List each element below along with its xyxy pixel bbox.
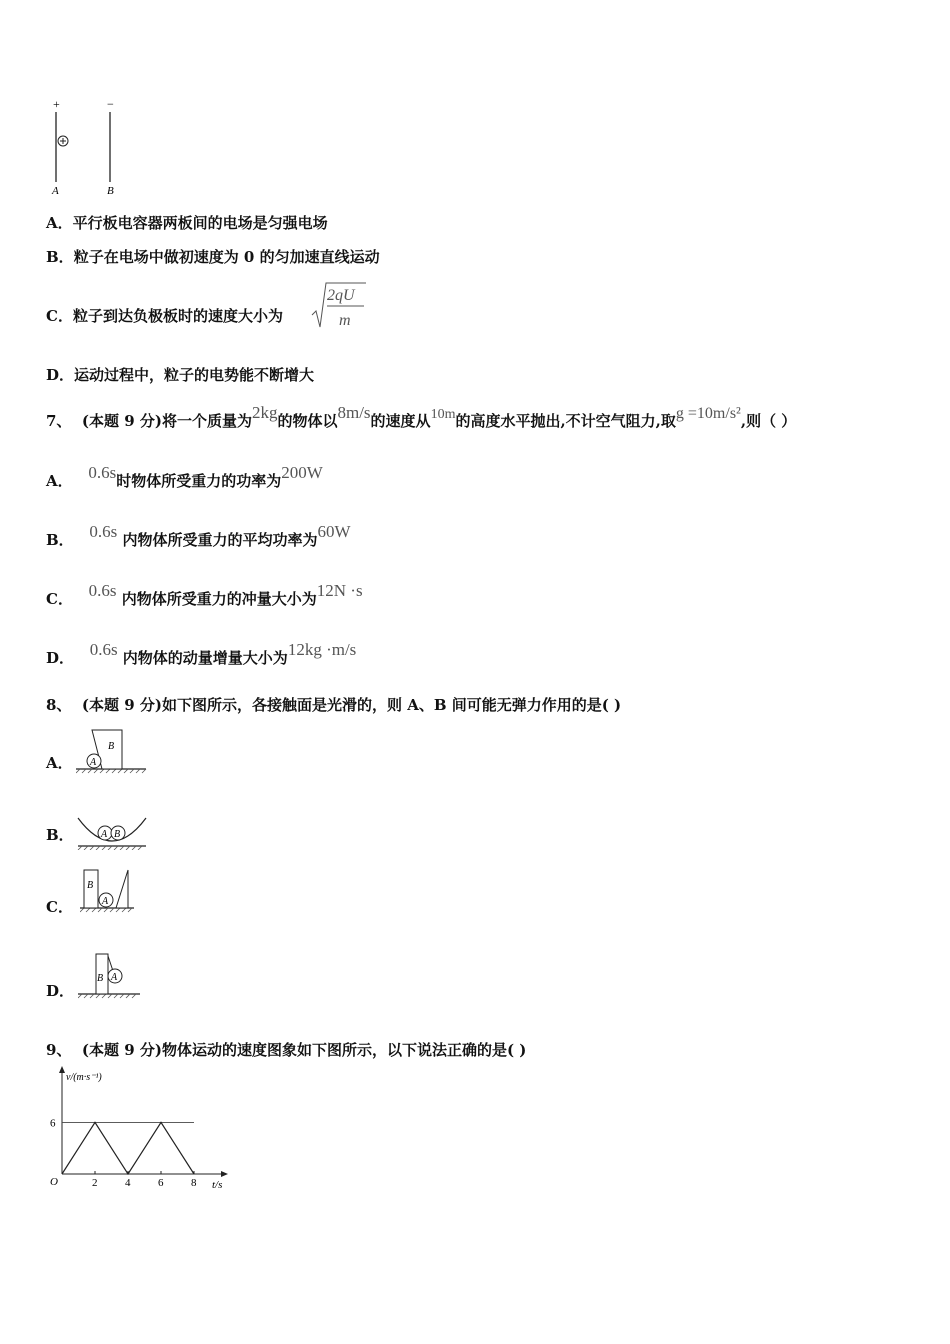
stem-text: 的物体以 xyxy=(277,412,338,430)
g-value: g =10m/s² xyxy=(675,405,741,422)
option-letter: B． xyxy=(46,531,74,549)
q8-stem xyxy=(46,694,621,715)
plus-sign: + xyxy=(53,98,60,111)
option-text: 粒子到达负极板时的速度大小为 xyxy=(72,307,283,325)
question-number: 9、 xyxy=(46,1041,72,1059)
option-letter: C． xyxy=(46,307,73,325)
q6-option-d xyxy=(46,364,314,385)
q6-option-c xyxy=(46,305,283,326)
x-tick-label: 8 xyxy=(191,1177,197,1189)
velocity-series-line xyxy=(62,1122,194,1174)
option-letter: D． xyxy=(46,366,75,384)
sqrt-formula xyxy=(310,279,370,333)
x-tick-label: 4 xyxy=(125,1177,131,1189)
q7-option-c xyxy=(46,581,363,609)
label-b: B xyxy=(107,185,114,197)
option-value: 200W xyxy=(281,463,323,482)
option-text: 运动过程中，粒子的电势能不断增大 xyxy=(74,366,315,384)
origin-label: O xyxy=(50,1176,58,1188)
y-tick-label: 6 xyxy=(50,1117,56,1130)
option-value: 12kg ·m/s xyxy=(287,640,357,659)
option-text: 时物体所受重力的功率为 xyxy=(116,472,282,490)
question-number: 8、 xyxy=(46,696,72,714)
time-value: 0.6s xyxy=(88,463,117,482)
option-letter: A． xyxy=(46,214,73,232)
q7-option-d xyxy=(46,640,357,668)
option-letter: A． xyxy=(46,472,73,490)
stem-text: ,则（ ） xyxy=(740,412,797,430)
label-a: A xyxy=(90,757,97,768)
q9-stem xyxy=(46,1039,526,1060)
q8-figure-b xyxy=(76,812,148,850)
time-value: 0.6s xyxy=(89,522,118,541)
q8-figure-d xyxy=(78,950,142,1000)
q8-option-b: B． xyxy=(46,826,74,844)
stem-text: (本题 9 分)如下图所示，各接触面是光滑的，则 A、B 间可能无弹力作用的是( ) xyxy=(81,696,622,714)
time-value: 0.6s xyxy=(89,640,118,659)
q6-option-a xyxy=(46,212,328,233)
stem-text: 的速度从 xyxy=(370,412,431,430)
q8-figure-c xyxy=(80,864,138,914)
q8-figure-a xyxy=(76,726,148,774)
option-text: 粒子在电场中做初速度为 0 的匀加速直线运动 xyxy=(73,248,380,266)
option-letter: B． xyxy=(46,248,74,266)
option-text: 内物体的动量增量大小为 xyxy=(122,649,288,667)
q7-option-b xyxy=(46,522,351,550)
option-value: 60W xyxy=(317,522,351,541)
y-axis-label: v/(m·s⁻¹) xyxy=(66,1072,102,1083)
stem-text: (本题 9 分)物体运动的速度图象如下图所示，以下说法正确的是( ) xyxy=(81,1041,527,1059)
label-b: B xyxy=(87,880,94,891)
speed-value: 8m/s xyxy=(337,403,371,422)
stem-text: 的高度水平抛出,不计空气阻力,取 xyxy=(455,412,676,430)
label-a: A xyxy=(52,185,59,197)
option-letter: C． xyxy=(46,590,73,608)
label-b: B xyxy=(97,973,104,984)
mass-value: 2kg xyxy=(251,403,278,422)
label-a: A xyxy=(111,972,118,983)
x-axis-arrow xyxy=(221,1171,228,1177)
q7-stem xyxy=(46,403,797,431)
velocity-time-chart xyxy=(40,1064,240,1194)
label-a: A xyxy=(102,896,109,907)
question-number: 7、 xyxy=(46,412,72,430)
q8-option-c: C． xyxy=(46,898,73,916)
label-b: B xyxy=(114,829,121,840)
positive-particle-icon xyxy=(58,136,68,146)
x-axis-label: t/s xyxy=(212,1179,223,1191)
stem-text: (本题 9 分)将一个质量为 xyxy=(81,412,252,430)
formula-numerator: 2qU xyxy=(327,287,355,304)
option-text: 内物体所受重力的冲量大小为 xyxy=(121,590,317,608)
option-text: 内物体所受重力的平均功率为 xyxy=(122,531,318,549)
minus-sign: − xyxy=(107,98,114,111)
label-a: A xyxy=(101,829,108,840)
formula-denominator: m xyxy=(339,312,351,329)
capacitor-figure xyxy=(46,98,136,200)
option-text: 平行板电容器两板间的电场是匀强电场 xyxy=(72,214,328,232)
q8-option-a: A． xyxy=(46,754,73,772)
q6-option-b xyxy=(46,246,380,267)
option-value: 12N ·s xyxy=(316,581,363,600)
x-tick-label: 6 xyxy=(158,1177,164,1189)
time-value: 0.6s xyxy=(88,581,117,600)
q7-option-a xyxy=(46,463,323,491)
label-b: B xyxy=(108,741,115,752)
q8-option-d: D． xyxy=(46,982,75,1000)
x-tick-label: 2 xyxy=(92,1177,98,1189)
option-letter: D． xyxy=(46,649,75,667)
y-axis-arrow xyxy=(59,1066,65,1073)
height-value: 10m xyxy=(430,407,456,422)
